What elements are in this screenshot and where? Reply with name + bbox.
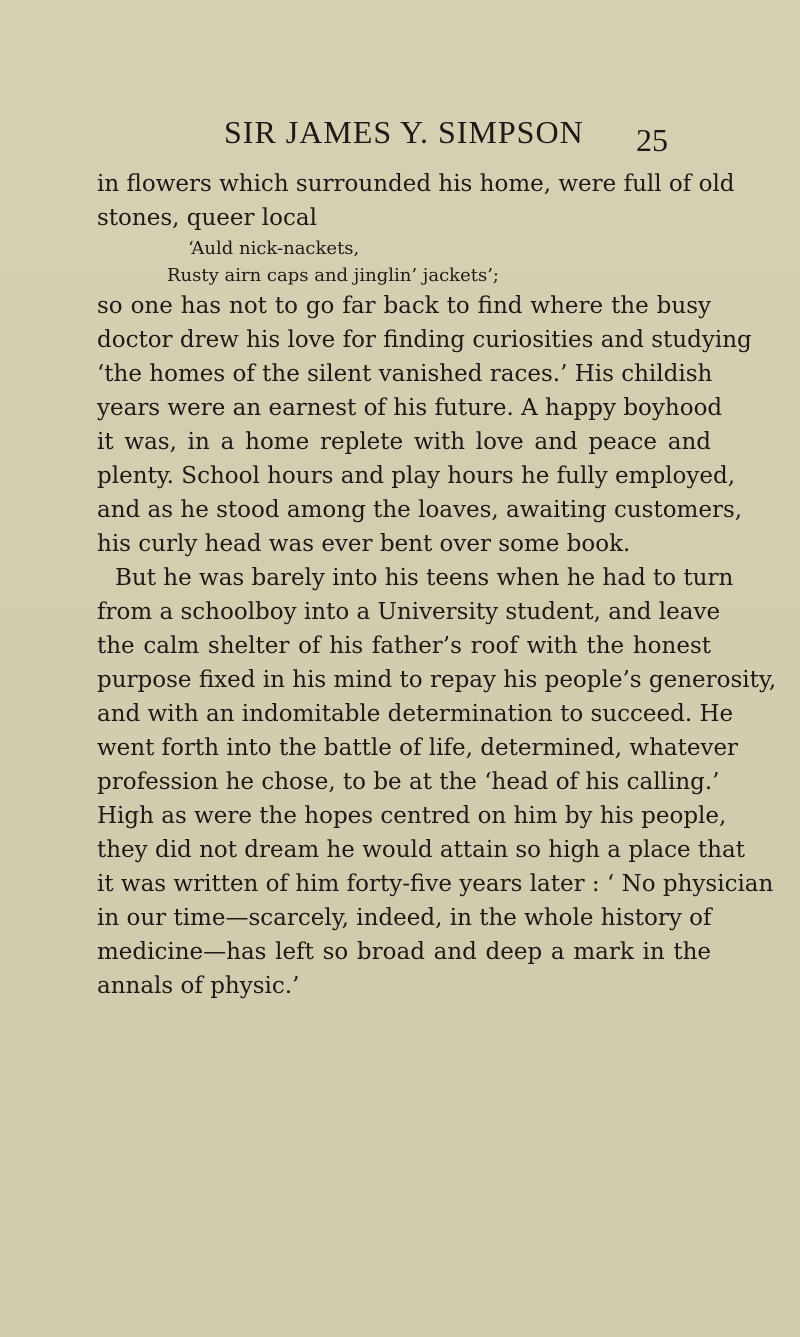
text-line: profession he chose, to be at the ‘head of his calling.’ — [97, 769, 720, 795]
page-number: 25 — [636, 122, 668, 158]
text-line: his curly head was ever bent over some book. — [97, 531, 631, 557]
text-line: annals of physic.’ — [97, 973, 300, 999]
text-line: stones, queer local — [97, 205, 317, 231]
text-line: so one has not to go far back to find where the busy — [97, 293, 711, 319]
running-title: SIR JAMES Y. SIMPSON — [224, 114, 584, 150]
text-line: in our time—scarcely, indeed, in the whole history of — [97, 905, 712, 931]
text-line: doctor drew his love for finding curiosities and studying — [97, 327, 752, 353]
page-header — [0, 114, 800, 158]
text-line: plenty. School hours and play hours he fully employed, — [97, 463, 736, 489]
text-line: purpose fixed in his mind to repay his people’s generosity, — [97, 667, 777, 693]
text-line: in flowers which surrounded his home, were full of old — [97, 171, 735, 197]
text-line: they did not dream he would attain so high a place that — [97, 837, 745, 863]
text-line: But he was barely into his teens when he had to turn — [115, 565, 734, 591]
text-line: the calm shelter of his father’s roof with the honest — [97, 633, 711, 659]
text-line: years were an earnest of his future. A happy boyhood — [97, 395, 723, 421]
text-line: medicine—has left so broad and deep a mark in the — [97, 939, 711, 965]
body-text — [97, 167, 777, 1003]
text-line: and as he stood among the loaves, awaiting customers, — [97, 497, 743, 523]
verse-line: Rusty airn caps and jinglin’ jackets’; — [167, 265, 499, 286]
verse-line: ‘Auld nick-nackets, — [188, 238, 360, 259]
text-line: High as were the hopes centred on him by his people, — [97, 803, 727, 829]
text-line: and with an indomitable determination to succeed. He — [97, 701, 734, 727]
text-line: from a schoolboy into a University student, and leave — [97, 599, 721, 625]
text-line: went forth into the battle of life, determined, whatever — [97, 735, 739, 761]
text-line: it was, in a home replete with love and peace and — [97, 429, 711, 455]
text-line: ‘the homes of the silent vanished races.’ His childish — [97, 361, 713, 387]
text-line: it was written of him forty-five years later : ‘ No physician — [97, 871, 774, 897]
